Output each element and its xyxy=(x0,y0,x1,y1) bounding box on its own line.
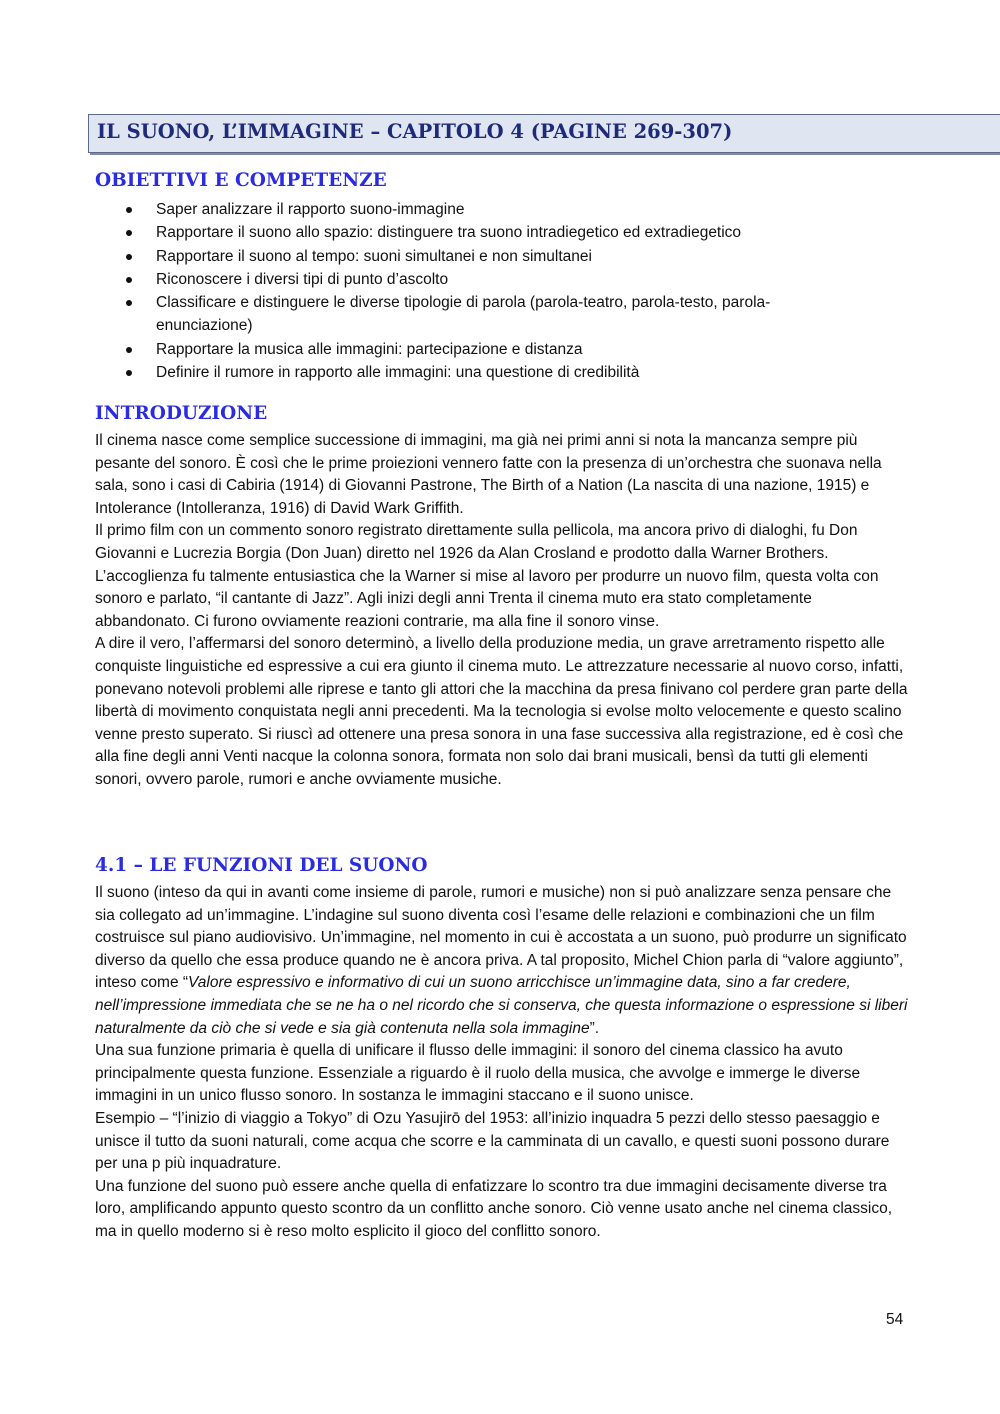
list-item: Saper analizzare il rapporto suono-immagine xyxy=(122,198,862,221)
paragraph: Una funzione del suono può essere anche quella di enfatizzare lo scontro tra due immagini decisamente diverse tra loro, amplificando appunto questo scontro da un conflitto anche sonoro. Ciò venne usato anche nel cinema classico, ma in quello moderno si è reso molto esplicito il gioco del conflitto sonoro. xyxy=(95,1177,893,1240)
page-number: 54 xyxy=(886,1311,904,1328)
bullet-icon xyxy=(126,347,132,353)
bullet-icon xyxy=(126,277,132,283)
paragraph: A dire il vero, l’affermarsi del sonoro determinò, a livello della produzione media, un grave arretramento rispetto alle conquiste linguistiche ed espressive a cui era giunto il cinema muto. Le attrezzature necessarie al nuovo corso, infatti, ponevano notevoli problemi alle riprese e tanto gli attori che la macchina da presa finivano col perdere gran parte della libertà di movimento conquistata negli anni precedenti. Ma la tecnologia si evolse molto velocemente e questo scalino venne presto superato. Si riuscì ad ottenere una presa sonora in una fase successiva alla registrazione, ed è così che alla fine degli anni Venti nacque la colonna sonora, formata non solo dai brani musicali, bensì da tutti gli elementi sonori, ovvero parole, rumori e anche ovviamente musiche. xyxy=(95,635,908,788)
bullet-icon xyxy=(126,254,132,260)
paragraph: L’accoglienza fu talmente entusiastica che la Warner si mise al lavoro per produrre un nuovo film, questa volta con sonoro e parlato, “il cantante di Jazz”. Agli inizi degli anni Trenta il cinema muto era stato completamente abbandonato. Ci furono ovviamente reazioni contrarie, ma alla fine il sonoro vinse. xyxy=(95,567,879,630)
chapter-title: IL SUONO, L’IMMAGINE – CAPITOLO 4 (PAGINE 269-307) xyxy=(97,120,733,143)
paragraph: Una sua funzione primaria è quella di unificare il flusso delle immagini: il sonoro del cinema classico ha avuto principalmente questa funzione. Essenziale a riguardo è il ruolo della musica, che avvolge e immerge le diverse immagini in un unico flusso sonoro. In sostanza le immagini staccano e il suono unisce. xyxy=(95,1042,861,1105)
bullet-icon xyxy=(126,207,132,213)
objectives-heading: OBIETTIVI E COMPETENZE xyxy=(95,170,387,191)
bullet-icon xyxy=(126,300,132,306)
paragraph: Il suono (inteso da qui in avanti come insieme di parole, rumori e musiche) non si può analizzare senza pensare che sia collegato ad un’immagine. L’indagine sul suono diventa così l’esame delle relazioni e combinazioni che un film costruisce sul piano audiovisivo. Un’immagine, nel momento in cui è accostata a un suono, può produrre un significato diverso da quello che essa produce quando ne è ancora priva. A tal proposito, Michel Chion parla di “valore aggiunto”, inteso come “Valore espressivo e informativo di cui un suono arricchisce un’immagine data, sino a far credere, nell’impressione immediata che se ne ha o nel ricordo che si conserva, che questa informazione o espressione si liberi naturalmente da ciò che si vede e sia già contenuta nella sola immagine”. xyxy=(95,884,908,1037)
paragraph: Il primo film con un commento sonoro registrato direttamente sulla pellicola, ma ancora privo di dialoghi, fu Don Giovanni e Lucrezia Borgia (Don Juan) diretto nel 1926 da Alan Crosland e prodotto dalla Warner Brothers. xyxy=(95,522,858,562)
bullet-icon xyxy=(126,370,132,376)
objectives-list xyxy=(122,198,862,384)
list-item: Rapportare il suono al tempo: suoni simultanei e non simultanei xyxy=(122,245,862,268)
chion-quote: Valore espressivo e informativo di cui un suono arricchisce un’immagine data, sino a far credere, nell’impressione immediata che se ne ha o nel ricordo che si conserva, che questa informazione o espressione si liberi naturalmente da ciò che si vede e sia già contenuta nella sola immagine xyxy=(95,974,908,1037)
functions-body xyxy=(95,882,910,1244)
intro-body xyxy=(95,430,910,792)
chapter-title-box xyxy=(88,114,1000,153)
list-item: Classificare e distinguere le diverse tipologie di parola (parola-teatro, parola-testo, parola-enunciazione) xyxy=(122,291,862,338)
bullet-icon xyxy=(126,230,132,236)
functions-heading: 4.1 – LE FUNZIONI DEL SUONO xyxy=(95,855,428,876)
list-item: Rapportare la musica alle immagini: partecipazione e distanza xyxy=(122,338,862,361)
list-item: Riconoscere i diversi tipi di punto d’ascolto xyxy=(122,268,862,291)
list-item: Rapportare il suono allo spazio: distinguere tra suono intradiegetico ed extradiegetico xyxy=(122,221,862,244)
list-item: Definire il rumore in rapporto alle immagini: una questione di credibilità xyxy=(122,361,862,384)
intro-heading: INTRODUZIONE xyxy=(95,403,268,424)
paragraph: Il cinema nasce come semplice successione di immagini, ma già nei primi anni si nota la mancanza sempre più pesante del sonoro. È così che le prime proiezioni vennero fatte con la presenza di un’orchestra che suonava nella sala, sono i casi di Cabiria (1914) di Giovanni Pastrone, The Birth of a Nation (La nascita di una nazione, 1915) e Intolerance (Intolleranza, 1916) di David Wark Griffith. xyxy=(95,432,882,517)
paragraph: Esempio – “l’inizio di viaggio a Tokyo” di Ozu Yasujirō del 1953: all’inizio inquadra 5 pezzi dello stesso paesaggio e unisce il tutto da suoni naturali, come acqua che scorre e la camminata di un cavallo, e questi suoni possono durare per una p più inquadrature. xyxy=(95,1109,890,1173)
